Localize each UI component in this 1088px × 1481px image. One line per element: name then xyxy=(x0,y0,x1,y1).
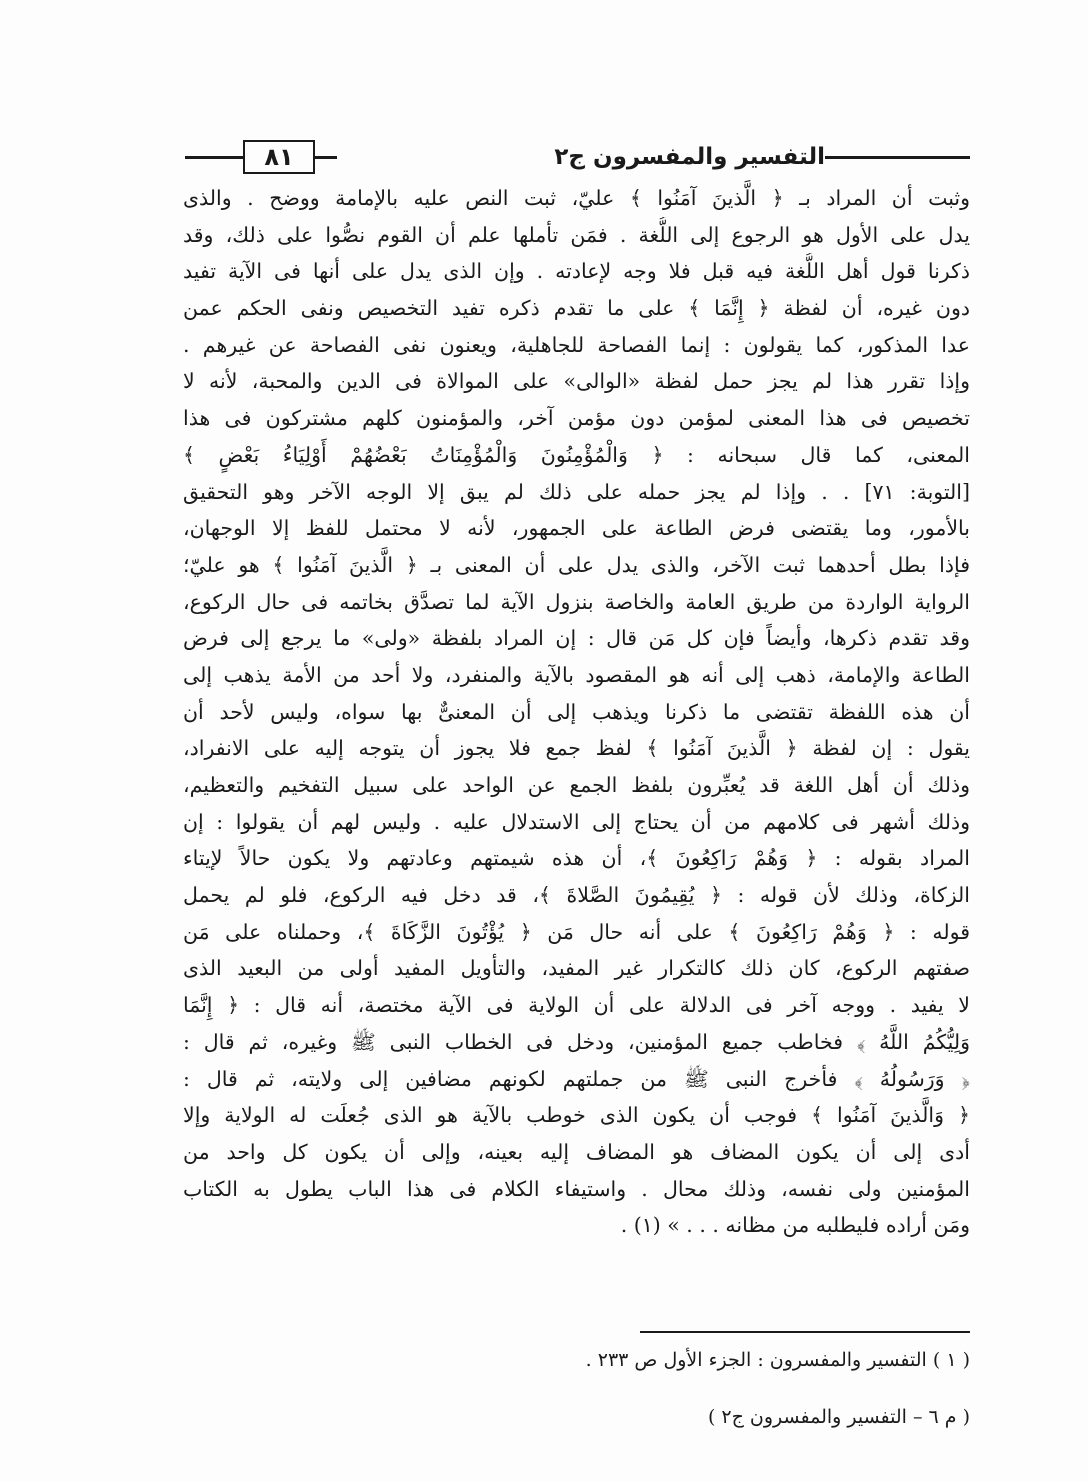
body-line: وذلك أشهر فى كلامهم من أن يحتاج إلى الاستدلال عليه . وليس لهم أن يقولوا : إن xyxy=(183,809,970,834)
body-line: دون غيره، أن لفظة ﴿ إِنَّمَا ﴾ على ما تقدم ذكره تفيد التخصيص ونفى الحكم عمن xyxy=(183,296,970,321)
body-line: يدل على الأول هو الرجوع إلى اللُّغة . فمَن تأملها علم أن القوم نصُّوا على ذلك، وقد xyxy=(183,222,970,247)
body-line: تخصيص فى هذا المعنى لمؤمن دون مؤمن آخر، والمؤمنون كلهم مشتركون فى هذا xyxy=(183,406,970,431)
header-rule-right xyxy=(825,156,970,159)
body-line: أن هذه اللفظة تقتضى ما ذكرنا ويذهب إلى أن المعنىٌّ بها سواه، وليس لأحد أن xyxy=(183,699,970,724)
body-line: الرواية الواردة من طريق العامة والخاصة بنزول الآية لما تصدَّق بخاتمه فى حال الركوع، xyxy=(183,589,970,614)
body-line: صفتهم الركوع، كان ذلك كالتكرار غير المفيد، والتأويل المفيد أولى من البعيد الذى xyxy=(183,956,970,981)
body-line: بالأمور، وما يقتضى فرض الطاعة على الجمهور، لأنه لا محتمل للفظ إلا الوجهان، xyxy=(183,516,970,541)
footnote: ( ١ ) التفسير والمفسرون : الجزء الأول ص ٢٣٣ . xyxy=(585,1349,970,1371)
body-line: يقول : إن لفظة ﴿ الَّذينَ آمَنُوا ﴾ لفظ جمع فلا يجوز أن يتوجه إليه على الانفراد، xyxy=(183,736,970,761)
page-header xyxy=(185,138,970,178)
body-line: ﴿ وَرَسُولُهُ ﴾ فأخرج النبى ﷺ من جملتهم لكونهم مضافين إلى ولايته، ثم قال : xyxy=(183,1066,970,1091)
body-line: وذلك أن أهل اللغة قد يُعبِّرون بلفظ الجمع عن الواحد على سبيل التفخيم والتعظيم، xyxy=(183,773,970,797)
body-line-last: ومَن أراده فليطلبه من مظانه . . . » (١) . xyxy=(620,1213,970,1238)
body-line: لا يفيد . ووجه آخر فى الدلالة على أن الولاية فى الآية مختصة، أنه قال : ﴿ إِنَّمَا xyxy=(183,993,970,1018)
footnote-rule xyxy=(640,1331,970,1333)
body-line: الطاعة والإمامة، ذهب إلى أنه هو المقصود بالآية والمنفرد، ولا أحد من الأمة يذهب إلى xyxy=(183,662,970,687)
body-text xyxy=(183,180,970,1244)
body-line: ذكرنا قول أهل اللُّغة فيه قبل فلا وجه لإعادته . وإن الذى يدل على أنها فى الآية تفيد xyxy=(183,259,970,284)
running-title: التفسير والمفسرون ج٢ xyxy=(554,144,825,170)
body-line: الزكاة، وذلك لأن قوله : ﴿ يُقِيمُونَ الصَّلاةَ ﴾، قد دخل فيه الركوع، فلو لم يحمل xyxy=(183,883,970,908)
body-line: المراد بقوله : ﴿ وَهُمْ رَاكِعُونَ ﴾، أن هذه شيمتهم وعادتهم ولا يكون حالاً لإيتاء xyxy=(183,846,970,871)
body-line: عدا المذكور، كما يقولون : إنما الفصاحة للجاهلية، ويعنون نفى الفصاحة عن غيرهم . xyxy=(183,332,970,357)
header-rule-middle xyxy=(315,156,337,159)
page-number: ٨١ xyxy=(243,140,315,174)
body-line: المعنى، كما قال سبحانه : ﴿ وَالْمُؤْمِنُونَ وَالْمُؤْمِنَاتُ بَعْضُهُمْ أَوْلِيَاءُ بَعْضٍ ﴾ xyxy=(183,442,970,467)
header-rule-left xyxy=(185,156,243,159)
body-line: وإذا تقرر هذا لم يجز حمل لفظة «الوالى» على الموالاة فى الدين والمحبة، لأنه لا xyxy=(183,369,970,394)
body-line: ﴿ وَالَّذينَ آمَنُوا ﴾ فوجب أن يكون الذى خوطب بالآية هو الذى جُعلَت له الولاية وإلا xyxy=(183,1103,970,1128)
body-line: [التوبة: ٧١] . . وإذا لم يجز حمله على ذلك لم يبق إلا الوجه الآخر وهو التحقيق xyxy=(183,479,970,504)
body-line: وثبت أن المراد بـ ﴿ الَّذينَ آمَنُوا ﴾ عليّ، ثبت النص عليه بالإمامة ووضح . والذى xyxy=(183,186,970,210)
page-signature: ( م ٦ – التفسير والمفسرون ج٢ ) xyxy=(707,1406,970,1428)
body-line: قوله : ﴿ وَهُمْ رَاكِعُونَ ﴾ على أنه حال مَن ﴿ يُؤْتُونَ الزَّكَاةَ ﴾، وحملناه على مَن xyxy=(183,919,970,944)
body-line: المؤمنين ولى نفسه، وذلك محال . واستيفاء الكلام فى هذا الباب يطول به الكتاب xyxy=(183,1176,970,1201)
body-line: فإذا بطل أحدهما ثبت الآخر، والذى يدل على أن المعنى بـ ﴿ الَّذينَ آمَنُوا ﴾ هو عليّ؛ xyxy=(183,552,970,577)
body-line: وقد تقدم ذكرها، وأيضاً فإن كل مَن قال : إن المراد بلفظة «ولى» ما يرجع إلى فرض xyxy=(183,626,970,651)
body-line: أدى إلى أن يكون المضاف هو المضاف إليه بعينه، وإلى أن يكون كل واحد من xyxy=(183,1139,970,1164)
body-line: وَلِيُّكُمُ اللَّهُ ﴾ فخاطب جميع المؤمنين، ودخل فى الخطاب النبى ﷺ وغيره، ثم قال : xyxy=(183,1029,970,1054)
